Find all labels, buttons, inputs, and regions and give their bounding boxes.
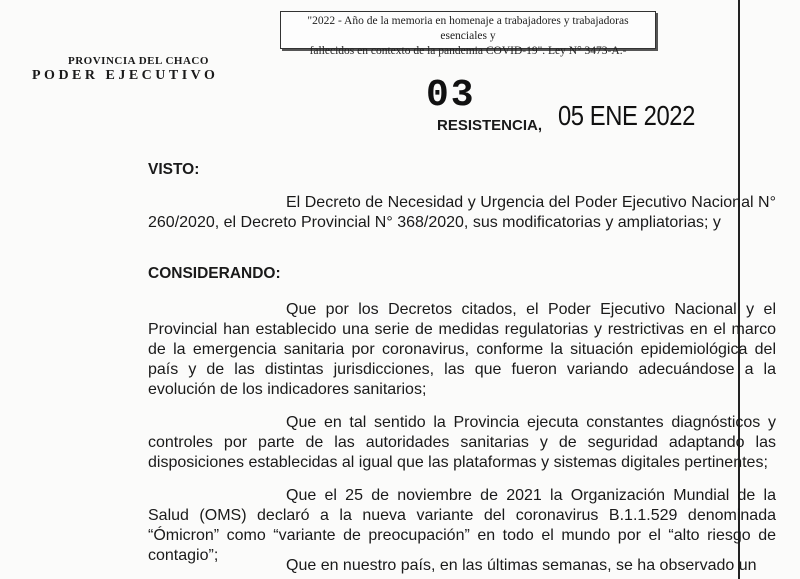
visto-heading: VISTO: xyxy=(148,161,200,178)
considerando-paragraph: Que por los Decretos citados, el Poder Ejecutivo Nacional y el Provincial han establecido una serie de medidas regulatorias y restrictivas en el marco de la emergencia sanitaria por coronavirus, conforme la situación epidemiológica del país y de las distintas jurisdicciones, las que fueron variando adecuándose a la evolución de los indicadores sanitarios; xyxy=(148,301,776,398)
executive-branch: PODER EJECUTIVO xyxy=(32,68,219,83)
banner-line-2: fallecidos en contexto de la pandemia COVID-19". Ley N° 3473-A.- xyxy=(309,45,627,57)
province-name: PROVINCIA DEL CHACO xyxy=(68,55,209,67)
banner-line-1: "2022 - Año de la memoria en homenaje a trabajadores y trabajadoras esenciales y xyxy=(307,15,629,42)
law-banner xyxy=(280,11,656,57)
date-stamp: 05 ENE 2022 xyxy=(558,100,695,131)
considerando-heading: CONSIDERANDO: xyxy=(148,265,281,282)
considerando-paragraph: Que en nuestro país, en las últimas semanas, se ha observado un xyxy=(286,557,757,574)
city-label: RESISTENCIA, xyxy=(437,117,543,134)
considerando-paragraph: Que el 25 de noviembre de 2021 la Organización Mundial de la Salud (OMS) declaró a la nueva variante del coronavirus B.1.1.529 denominada “Ómicron” como “variante de preocupación” en todo el mundo por el “alto riesgo de contagio”; xyxy=(148,487,776,564)
visto-text: El Decreto de Necesidad y Urgencia del Poder Ejecutivo Nacional N° 260/2020, el Decreto Provincial N° 368/2020, sus modificatorias y ampliatorias; y xyxy=(148,194,776,231)
decree-number: 03 xyxy=(426,74,476,117)
considerando-paragraph: Que en tal sentido la Provincia ejecuta constantes diagnósticos y controles por parte de las autoridades sanitarias y de seguridad adaptando las disposiciones establecidas al igual que las plataformas y sistemas digitales pertinentes; xyxy=(148,414,776,471)
